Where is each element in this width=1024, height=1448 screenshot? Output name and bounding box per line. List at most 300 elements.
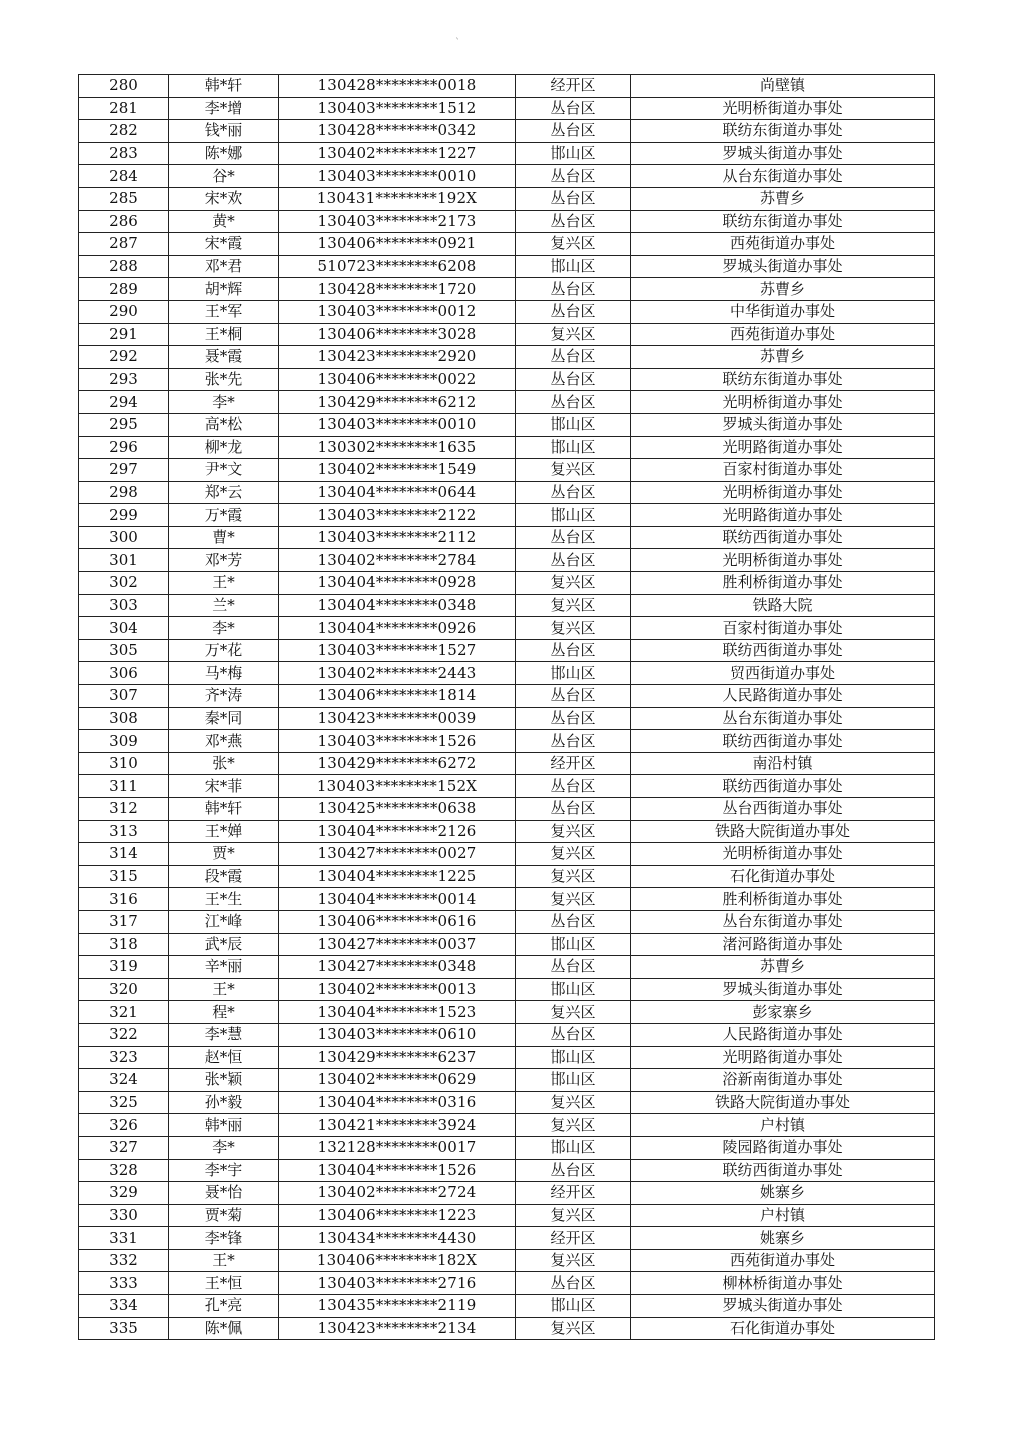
office-cell: 尚壁镇: [631, 75, 935, 98]
table-row: [79, 97, 935, 120]
office-cell: 人民路街道办事处: [631, 1023, 935, 1046]
id-number-cell: 130428********1720: [279, 278, 516, 301]
name-cell: 韩*轩: [169, 75, 279, 98]
table-row: [79, 888, 935, 911]
district-cell: 丛台区: [516, 956, 631, 979]
table-row: [79, 572, 935, 595]
id-number-cell: 130428********0018: [279, 75, 516, 98]
id-number-cell: 130403********2173: [279, 210, 516, 233]
name-cell: 谷*: [169, 165, 279, 188]
row-number-cell: 282: [79, 120, 169, 143]
name-cell: 马*梅: [169, 662, 279, 685]
id-number-cell: 130421********3924: [279, 1114, 516, 1137]
row-number-cell: 281: [79, 97, 169, 120]
row-number-cell: 317: [79, 910, 169, 933]
district-cell: 丛台区: [516, 1023, 631, 1046]
office-cell: 百家村街道办事处: [631, 617, 935, 640]
office-cell: 光明桥街道办事处: [631, 481, 935, 504]
table-row: [79, 820, 935, 843]
table-row: [79, 1023, 935, 1046]
table-row: [79, 1001, 935, 1024]
name-cell: 黄*: [169, 210, 279, 233]
id-number-cell: 130428********0342: [279, 120, 516, 143]
name-cell: 陈*佩: [169, 1317, 279, 1340]
office-cell: 联纺西街道办事处: [631, 775, 935, 798]
id-number-cell: 130402********0013: [279, 978, 516, 1001]
table-row: [79, 1182, 935, 1205]
district-cell: 邯山区: [516, 1295, 631, 1318]
name-cell: 万*花: [169, 639, 279, 662]
district-cell: 复兴区: [516, 572, 631, 595]
table-row: [79, 865, 935, 888]
table-row: [79, 1317, 935, 1340]
name-cell: 韩*丽: [169, 1114, 279, 1137]
office-cell: 联纺东街道办事处: [631, 120, 935, 143]
district-cell: 丛台区: [516, 707, 631, 730]
row-number-cell: 287: [79, 233, 169, 256]
district-cell: 丛台区: [516, 346, 631, 369]
office-cell: 人民路街道办事处: [631, 685, 935, 708]
id-number-cell: 130435********2119: [279, 1295, 516, 1318]
table-row: [79, 1249, 935, 1272]
district-cell: 丛台区: [516, 685, 631, 708]
table-row: [79, 843, 935, 866]
id-number-cell: 130403********0010: [279, 413, 516, 436]
district-cell: 邯山区: [516, 142, 631, 165]
district-cell: 丛台区: [516, 1272, 631, 1295]
district-cell: 复兴区: [516, 888, 631, 911]
name-cell: 邓*芳: [169, 549, 279, 572]
row-number-cell: 334: [79, 1295, 169, 1318]
district-cell: 复兴区: [516, 233, 631, 256]
row-number-cell: 283: [79, 142, 169, 165]
table-row: [79, 594, 935, 617]
table-row: [79, 1091, 935, 1114]
id-number-cell: 130404********0014: [279, 888, 516, 911]
office-cell: 光明桥街道办事处: [631, 391, 935, 414]
district-cell: 复兴区: [516, 843, 631, 866]
district-cell: 邯山区: [516, 933, 631, 956]
name-cell: 李*锋: [169, 1227, 279, 1250]
table-row: [79, 910, 935, 933]
scan-mark: `: [455, 38, 460, 49]
id-number-cell: 130403********2112: [279, 526, 516, 549]
row-number-cell: 324: [79, 1069, 169, 1092]
name-cell: 李*: [169, 617, 279, 640]
table-row: [79, 526, 935, 549]
row-number-cell: 329: [79, 1182, 169, 1205]
name-cell: 王*桐: [169, 323, 279, 346]
district-cell: 丛台区: [516, 187, 631, 210]
row-number-cell: 313: [79, 820, 169, 843]
id-number-cell: 130427********0037: [279, 933, 516, 956]
name-cell: 宋*菲: [169, 775, 279, 798]
name-cell: 孙*毅: [169, 1091, 279, 1114]
row-number-cell: 332: [79, 1249, 169, 1272]
id-number-cell: 130429********6237: [279, 1046, 516, 1069]
id-number-cell: 130434********4430: [279, 1227, 516, 1250]
roster-table: [78, 74, 935, 1340]
table-row: [79, 413, 935, 436]
district-cell: 丛台区: [516, 210, 631, 233]
district-cell: 经开区: [516, 1227, 631, 1250]
table-row: [79, 323, 935, 346]
id-number-cell: 130403********2122: [279, 504, 516, 527]
name-cell: 王*军: [169, 300, 279, 323]
row-number-cell: 309: [79, 730, 169, 753]
office-cell: 从台东街道办事处: [631, 165, 935, 188]
table-row: [79, 1227, 935, 1250]
name-cell: 李*慧: [169, 1023, 279, 1046]
name-cell: 钱*丽: [169, 120, 279, 143]
office-cell: 苏曹乡: [631, 187, 935, 210]
office-cell: 罗城头街道办事处: [631, 255, 935, 278]
district-cell: 复兴区: [516, 1091, 631, 1114]
office-cell: 罗城头街道办事处: [631, 1295, 935, 1318]
office-cell: 光明路街道办事处: [631, 436, 935, 459]
district-cell: 丛台区: [516, 120, 631, 143]
roster-table-body: [79, 75, 935, 1340]
id-number-cell: 130402********1227: [279, 142, 516, 165]
id-number-cell: 130403********1512: [279, 97, 516, 120]
name-cell: 李*增: [169, 97, 279, 120]
office-cell: 苏曹乡: [631, 956, 935, 979]
name-cell: 齐*涛: [169, 685, 279, 708]
office-cell: 铁路大院: [631, 594, 935, 617]
name-cell: 张*先: [169, 368, 279, 391]
district-cell: 邯山区: [516, 978, 631, 1001]
row-number-cell: 303: [79, 594, 169, 617]
district-cell: 复兴区: [516, 1001, 631, 1024]
office-cell: 丛台东街道办事处: [631, 910, 935, 933]
district-cell: 复兴区: [516, 459, 631, 482]
table-row: [79, 368, 935, 391]
table-row: [79, 300, 935, 323]
row-number-cell: 315: [79, 865, 169, 888]
id-number-cell: 130402********0629: [279, 1069, 516, 1092]
district-cell: 丛台区: [516, 639, 631, 662]
row-number-cell: 289: [79, 278, 169, 301]
office-cell: 丛台东街道办事处: [631, 707, 935, 730]
office-cell: 户村镇: [631, 1204, 935, 1227]
district-cell: 邯山区: [516, 1046, 631, 1069]
id-number-cell: 130406********0616: [279, 910, 516, 933]
district-cell: 邯山区: [516, 504, 631, 527]
office-cell: 丛台西街道办事处: [631, 798, 935, 821]
office-cell: 联纺西街道办事处: [631, 1159, 935, 1182]
district-cell: 邯山区: [516, 662, 631, 685]
name-cell: 聂*怡: [169, 1182, 279, 1205]
district-cell: 邯山区: [516, 1136, 631, 1159]
name-cell: 王*: [169, 572, 279, 595]
district-cell: 丛台区: [516, 481, 631, 504]
office-cell: 联纺东街道办事处: [631, 210, 935, 233]
name-cell: 江*峰: [169, 910, 279, 933]
name-cell: 王*: [169, 978, 279, 1001]
district-cell: 丛台区: [516, 549, 631, 572]
table-row: [79, 662, 935, 685]
district-cell: 复兴区: [516, 1317, 631, 1340]
office-cell: 苏曹乡: [631, 346, 935, 369]
name-cell: 孔*亮: [169, 1295, 279, 1318]
id-number-cell: 130431********192X: [279, 187, 516, 210]
row-number-cell: 325: [79, 1091, 169, 1114]
district-cell: 丛台区: [516, 300, 631, 323]
name-cell: 辛*丽: [169, 956, 279, 979]
row-number-cell: 331: [79, 1227, 169, 1250]
office-cell: 石化街道办事处: [631, 1317, 935, 1340]
name-cell: 王*恒: [169, 1272, 279, 1295]
id-number-cell: 130404********0316: [279, 1091, 516, 1114]
id-number-cell: 130427********0348: [279, 956, 516, 979]
row-number-cell: 296: [79, 436, 169, 459]
office-cell: 西苑街道办事处: [631, 233, 935, 256]
id-number-cell: 130403********0012: [279, 300, 516, 323]
name-cell: 兰*: [169, 594, 279, 617]
row-number-cell: 284: [79, 165, 169, 188]
table-row: [79, 1295, 935, 1318]
district-cell: 丛台区: [516, 97, 631, 120]
row-number-cell: 322: [79, 1023, 169, 1046]
district-cell: 复兴区: [516, 1249, 631, 1272]
row-number-cell: 301: [79, 549, 169, 572]
table-row: [79, 481, 935, 504]
table-row: [79, 391, 935, 414]
table-row: [79, 165, 935, 188]
id-number-cell: 130403********0010: [279, 165, 516, 188]
id-number-cell: 130404********0348: [279, 594, 516, 617]
id-number-cell: 130404********1225: [279, 865, 516, 888]
table-row: [79, 752, 935, 775]
table-row: [79, 685, 935, 708]
row-number-cell: 311: [79, 775, 169, 798]
id-number-cell: 130406********182X: [279, 1249, 516, 1272]
name-cell: 邓*燕: [169, 730, 279, 753]
district-cell: 复兴区: [516, 594, 631, 617]
office-cell: 光明桥街道办事处: [631, 549, 935, 572]
district-cell: 丛台区: [516, 368, 631, 391]
table-row: [79, 255, 935, 278]
name-cell: 秦*同: [169, 707, 279, 730]
name-cell: 李*宇: [169, 1159, 279, 1182]
name-cell: 邓*君: [169, 255, 279, 278]
district-cell: 丛台区: [516, 391, 631, 414]
district-cell: 复兴区: [516, 820, 631, 843]
name-cell: 赵*恒: [169, 1046, 279, 1069]
name-cell: 李*: [169, 391, 279, 414]
district-cell: 复兴区: [516, 323, 631, 346]
table-row: [79, 1272, 935, 1295]
office-cell: 陵园路街道办事处: [631, 1136, 935, 1159]
table-row: [79, 459, 935, 482]
district-cell: 经开区: [516, 75, 631, 98]
id-number-cell: 130404********0644: [279, 481, 516, 504]
table-row: [79, 75, 935, 98]
id-number-cell: 130404********0928: [279, 572, 516, 595]
row-number-cell: 304: [79, 617, 169, 640]
office-cell: 光明桥街道办事处: [631, 843, 935, 866]
id-number-cell: 130423********2134: [279, 1317, 516, 1340]
name-cell: 宋*霞: [169, 233, 279, 256]
id-number-cell: 130402********2724: [279, 1182, 516, 1205]
row-number-cell: 307: [79, 685, 169, 708]
district-cell: 邯山区: [516, 436, 631, 459]
id-number-cell: 130404********2126: [279, 820, 516, 843]
row-number-cell: 312: [79, 798, 169, 821]
district-cell: 复兴区: [516, 1114, 631, 1137]
name-cell: 高*松: [169, 413, 279, 436]
row-number-cell: 299: [79, 504, 169, 527]
name-cell: 贾*: [169, 843, 279, 866]
office-cell: 联纺西街道办事处: [631, 639, 935, 662]
table-row: [79, 639, 935, 662]
row-number-cell: 298: [79, 481, 169, 504]
name-cell: 张*: [169, 752, 279, 775]
id-number-cell: 130406********1223: [279, 1204, 516, 1227]
id-number-cell: 130403********152X: [279, 775, 516, 798]
district-cell: 丛台区: [516, 1159, 631, 1182]
row-number-cell: 319: [79, 956, 169, 979]
row-number-cell: 285: [79, 187, 169, 210]
district-cell: 丛台区: [516, 910, 631, 933]
office-cell: 光明路街道办事处: [631, 504, 935, 527]
table-row: [79, 956, 935, 979]
office-cell: 渚河路街道办事处: [631, 933, 935, 956]
id-number-cell: 510723********6208: [279, 255, 516, 278]
id-number-cell: 130423********0039: [279, 707, 516, 730]
office-cell: 罗城头街道办事处: [631, 978, 935, 1001]
row-number-cell: 295: [79, 413, 169, 436]
row-number-cell: 286: [79, 210, 169, 233]
office-cell: 光明桥街道办事处: [631, 97, 935, 120]
row-number-cell: 323: [79, 1046, 169, 1069]
name-cell: 宋*欢: [169, 187, 279, 210]
office-cell: 苏曹乡: [631, 278, 935, 301]
row-number-cell: 330: [79, 1204, 169, 1227]
name-cell: 武*辰: [169, 933, 279, 956]
table-row: [79, 1114, 935, 1137]
district-cell: 邯山区: [516, 413, 631, 436]
id-number-cell: 130429********6272: [279, 752, 516, 775]
name-cell: 胡*辉: [169, 278, 279, 301]
table-row: [79, 1136, 935, 1159]
id-number-cell: 130402********1549: [279, 459, 516, 482]
name-cell: 贾*菊: [169, 1204, 279, 1227]
district-cell: 丛台区: [516, 278, 631, 301]
table-row: [79, 210, 935, 233]
name-cell: 尹*文: [169, 459, 279, 482]
row-number-cell: 318: [79, 933, 169, 956]
row-number-cell: 316: [79, 888, 169, 911]
name-cell: 柳*龙: [169, 436, 279, 459]
district-cell: 经开区: [516, 1182, 631, 1205]
id-number-cell: 130406********1814: [279, 685, 516, 708]
row-number-cell: 308: [79, 707, 169, 730]
office-cell: 彭家寨乡: [631, 1001, 935, 1024]
id-number-cell: 130427********0027: [279, 843, 516, 866]
table-row: [79, 142, 935, 165]
office-cell: 西苑街道办事处: [631, 1249, 935, 1272]
row-number-cell: 302: [79, 572, 169, 595]
table-row: [79, 187, 935, 210]
name-cell: 程*: [169, 1001, 279, 1024]
row-number-cell: 292: [79, 346, 169, 369]
name-cell: 曹*: [169, 526, 279, 549]
table-row: [79, 549, 935, 572]
office-cell: 姚寨乡: [631, 1182, 935, 1205]
table-row: [79, 798, 935, 821]
table-row: [79, 504, 935, 527]
table-row: [79, 730, 935, 753]
office-cell: 柳林桥街道办事处: [631, 1272, 935, 1295]
name-cell: 王*婵: [169, 820, 279, 843]
id-number-cell: 132128********0017: [279, 1136, 516, 1159]
name-cell: 郑*云: [169, 481, 279, 504]
table-row: [79, 120, 935, 143]
office-cell: 石化街道办事处: [631, 865, 935, 888]
row-number-cell: 288: [79, 255, 169, 278]
office-cell: 铁路大院街道办事处: [631, 820, 935, 843]
office-cell: 胜利桥街道办事处: [631, 572, 935, 595]
table-row: [79, 707, 935, 730]
district-cell: 邯山区: [516, 1069, 631, 1092]
name-cell: 陈*娜: [169, 142, 279, 165]
row-number-cell: 305: [79, 639, 169, 662]
district-cell: 经开区: [516, 752, 631, 775]
office-cell: 铁路大院街道办事处: [631, 1091, 935, 1114]
name-cell: 韩*轩: [169, 798, 279, 821]
office-cell: 姚寨乡: [631, 1227, 935, 1250]
name-cell: 张*颖: [169, 1069, 279, 1092]
table-row: [79, 278, 935, 301]
row-number-cell: 310: [79, 752, 169, 775]
id-number-cell: 130403********0610: [279, 1023, 516, 1046]
row-number-cell: 306: [79, 662, 169, 685]
id-number-cell: 130403********2716: [279, 1272, 516, 1295]
id-number-cell: 130423********2920: [279, 346, 516, 369]
row-number-cell: 280: [79, 75, 169, 98]
office-cell: 罗城头街道办事处: [631, 142, 935, 165]
row-number-cell: 297: [79, 459, 169, 482]
office-cell: 户村镇: [631, 1114, 935, 1137]
id-number-cell: 130404********1523: [279, 1001, 516, 1024]
id-number-cell: 130302********1635: [279, 436, 516, 459]
id-number-cell: 130403********1526: [279, 730, 516, 753]
id-number-cell: 130406********3028: [279, 323, 516, 346]
office-cell: 联纺西街道办事处: [631, 730, 935, 753]
district-cell: 丛台区: [516, 730, 631, 753]
id-number-cell: 130429********6212: [279, 391, 516, 414]
row-number-cell: 290: [79, 300, 169, 323]
table-row: [79, 617, 935, 640]
office-cell: 联纺东街道办事处: [631, 368, 935, 391]
district-cell: 丛台区: [516, 526, 631, 549]
id-number-cell: 130402********2784: [279, 549, 516, 572]
table-row: [79, 1046, 935, 1069]
id-number-cell: 130425********0638: [279, 798, 516, 821]
id-number-cell: 130404********1526: [279, 1159, 516, 1182]
row-number-cell: 294: [79, 391, 169, 414]
row-number-cell: 300: [79, 526, 169, 549]
row-number-cell: 291: [79, 323, 169, 346]
table-row: [79, 1159, 935, 1182]
row-number-cell: 335: [79, 1317, 169, 1340]
office-cell: 贸西街道办事处: [631, 662, 935, 685]
row-number-cell: 314: [79, 843, 169, 866]
district-cell: 丛台区: [516, 775, 631, 798]
district-cell: 复兴区: [516, 617, 631, 640]
row-number-cell: 328: [79, 1159, 169, 1182]
